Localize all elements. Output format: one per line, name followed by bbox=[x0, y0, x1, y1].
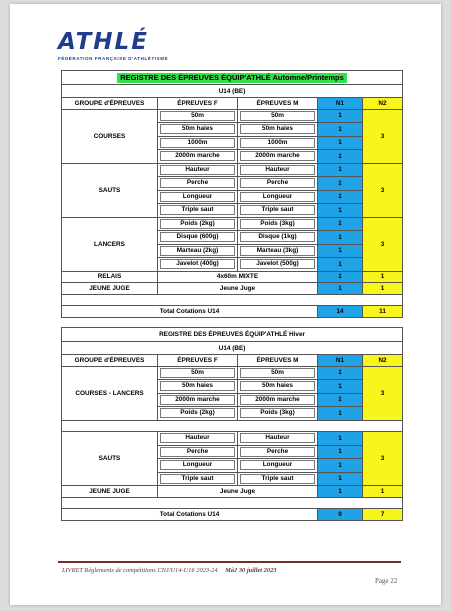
table-row bbox=[62, 366, 403, 380]
n1-value: 1 bbox=[318, 380, 363, 394]
n1-value: 1 bbox=[318, 445, 363, 459]
n1-value: 1 bbox=[318, 407, 363, 421]
event-m: Longueur bbox=[240, 460, 315, 470]
header-n2: N2 bbox=[363, 98, 403, 110]
event-f: Triple saut bbox=[160, 205, 235, 215]
event-m: 2000m marche bbox=[240, 395, 315, 405]
event-f: 2000m marche bbox=[160, 395, 235, 405]
event-m: Perche bbox=[240, 178, 315, 188]
event-f: Longueur bbox=[160, 460, 235, 470]
event-m: Javelot (500g) bbox=[240, 259, 315, 269]
event-m: Poids (3kg) bbox=[240, 408, 315, 418]
footer-update-date: MàJ 30 juillet 2023 bbox=[225, 567, 277, 574]
n2-value: 1 bbox=[363, 283, 403, 295]
n2-value: 1 bbox=[363, 486, 403, 498]
header-n2: N2 bbox=[363, 355, 403, 367]
total-row bbox=[62, 306, 403, 318]
page-number: Page 22 bbox=[375, 577, 398, 585]
total-n2: 7 bbox=[363, 509, 403, 521]
header-f: ÉPREUVES F bbox=[158, 355, 238, 367]
event-f: Longueur bbox=[160, 192, 235, 202]
group-label: SAUTS bbox=[62, 163, 158, 217]
event-f: Hauteur bbox=[160, 165, 235, 175]
event-m: 50m haies bbox=[240, 381, 315, 391]
n1-value: 1 bbox=[318, 217, 363, 231]
group-label: SAUTS bbox=[62, 432, 158, 486]
n1-value: 1 bbox=[318, 283, 363, 295]
header-groupe: GROUPE d'ÉPREUVES bbox=[62, 355, 158, 367]
header-n1: N1 bbox=[318, 98, 363, 110]
total-n1: 9 bbox=[318, 509, 363, 521]
athle-logo bbox=[58, 30, 168, 61]
n1-value: 1 bbox=[318, 472, 363, 486]
event-f: Marteau (2kg) bbox=[160, 246, 235, 256]
event-m: 50m haies bbox=[240, 124, 315, 134]
event-m: Triple saut bbox=[240, 205, 315, 215]
event-m: Hauteur bbox=[240, 433, 315, 443]
n1-value: 1 bbox=[318, 231, 363, 245]
event-f: 50m bbox=[160, 368, 235, 378]
event-m: Triple saut bbox=[240, 474, 315, 484]
n2-value: 3 bbox=[363, 432, 403, 486]
registre-table-hiver bbox=[61, 327, 403, 521]
table-row bbox=[62, 217, 403, 231]
total-n1: 14 bbox=[318, 306, 363, 318]
n1-value: 1 bbox=[318, 366, 363, 380]
n1-value: 1 bbox=[318, 486, 363, 498]
event-f: Disque (600g) bbox=[160, 232, 235, 242]
n1-value: 1 bbox=[318, 204, 363, 218]
total-n2: 11 bbox=[363, 306, 403, 318]
event-f: 1000m bbox=[160, 138, 235, 148]
event-juge: Jeune Juge bbox=[158, 283, 318, 295]
n1-value: 1 bbox=[318, 258, 363, 272]
group-label: JEUNE JUGE bbox=[62, 486, 158, 498]
header-n1: N1 bbox=[318, 355, 363, 367]
event-m: Longueur bbox=[240, 192, 315, 202]
registre-table-automne bbox=[61, 70, 403, 318]
event-m: 1000m bbox=[240, 138, 315, 148]
header-f: ÉPREUVES F bbox=[158, 98, 238, 110]
table-title: REGISTRE DES ÉPREUVES ÉQUIP'ATHLÉ Automne/Printemps bbox=[62, 71, 403, 85]
n1-value: 1 bbox=[318, 177, 363, 191]
total-label: Total Cotations U14 bbox=[62, 306, 318, 318]
event-mixte: 4x60m MIXTE bbox=[158, 271, 318, 283]
group-label: COURSES - LANCERS bbox=[62, 366, 158, 420]
event-m: 50m bbox=[240, 111, 315, 121]
n1-value: 1 bbox=[318, 393, 363, 407]
event-f: 50m haies bbox=[160, 124, 235, 134]
total-label: Total Cotations U14 bbox=[62, 509, 318, 521]
n1-value: 1 bbox=[318, 459, 363, 473]
n2-value: 3 bbox=[363, 366, 403, 420]
event-m: Marteau (3kg) bbox=[240, 246, 315, 256]
group-label: RELAIS bbox=[62, 271, 158, 283]
total-row bbox=[62, 509, 403, 521]
n2-value: 3 bbox=[363, 163, 403, 217]
event-f: 2000m marche bbox=[160, 151, 235, 161]
event-m: 2000m marche bbox=[240, 151, 315, 161]
n2-value: 1 bbox=[363, 271, 403, 283]
group-label: LANCERS bbox=[62, 217, 158, 271]
event-f: Hauteur bbox=[160, 433, 235, 443]
logo-subtitle: FÉDÉRATION FRANÇAISE D'ATHLÉTISME bbox=[58, 56, 169, 61]
table-title: REGISTRE DES ÉPREUVES ÉQUIP'ATHLÉ Hiver bbox=[62, 328, 403, 342]
header-groupe: GROUPE d'ÉPREUVES bbox=[62, 98, 158, 110]
n1-value: 1 bbox=[318, 271, 363, 283]
event-f: Triple saut bbox=[160, 474, 235, 484]
category-label: U14 (BE) bbox=[62, 342, 403, 355]
event-m: Hauteur bbox=[240, 165, 315, 175]
event-f: 50m bbox=[160, 111, 235, 121]
event-f: Poids (2kg) bbox=[160, 219, 235, 229]
table-row bbox=[62, 163, 403, 177]
event-f: Poids (2kg) bbox=[160, 408, 235, 418]
event-f: Perche bbox=[160, 178, 235, 188]
event-juge: Jeune Juge bbox=[158, 486, 318, 498]
event-m: Perche bbox=[240, 447, 315, 457]
event-f: Javelot (400g) bbox=[160, 259, 235, 269]
footer-title: LIVRET Règlements de compétitions CNJ/U14-U16 2023-24 bbox=[62, 567, 218, 574]
n2-value: 3 bbox=[363, 217, 403, 271]
n1-value: 1 bbox=[318, 109, 363, 123]
table-row-juge bbox=[62, 486, 403, 498]
table-row bbox=[62, 109, 403, 123]
event-m: 50m bbox=[240, 368, 315, 378]
footer-text bbox=[62, 567, 276, 574]
table-row-relais bbox=[62, 271, 403, 283]
n1-value: 1 bbox=[318, 244, 363, 258]
n1-value: 1 bbox=[318, 432, 363, 446]
n1-value: 1 bbox=[318, 136, 363, 150]
table-row bbox=[62, 432, 403, 446]
header-m: ÉPREUVES M bbox=[238, 98, 318, 110]
event-f: Perche bbox=[160, 447, 235, 457]
logo-wordmark: ATHLÉ bbox=[58, 29, 149, 55]
header-m: ÉPREUVES M bbox=[238, 355, 318, 367]
n1-value: 1 bbox=[318, 150, 363, 164]
n1-value: 1 bbox=[318, 123, 363, 137]
event-f: 50m haies bbox=[160, 381, 235, 391]
event-m: Poids (3kg) bbox=[240, 219, 315, 229]
n1-value: 1 bbox=[318, 190, 363, 204]
document-page bbox=[10, 4, 441, 605]
n2-value: 3 bbox=[363, 109, 403, 163]
table-row-juge bbox=[62, 283, 403, 295]
n1-value: 1 bbox=[318, 163, 363, 177]
footer-divider bbox=[58, 561, 401, 563]
group-label: COURSES bbox=[62, 109, 158, 163]
category-label: U14 (BE) bbox=[62, 85, 403, 98]
event-m: Disque (1kg) bbox=[240, 232, 315, 242]
group-label: JEUNE JUGE bbox=[62, 283, 158, 295]
